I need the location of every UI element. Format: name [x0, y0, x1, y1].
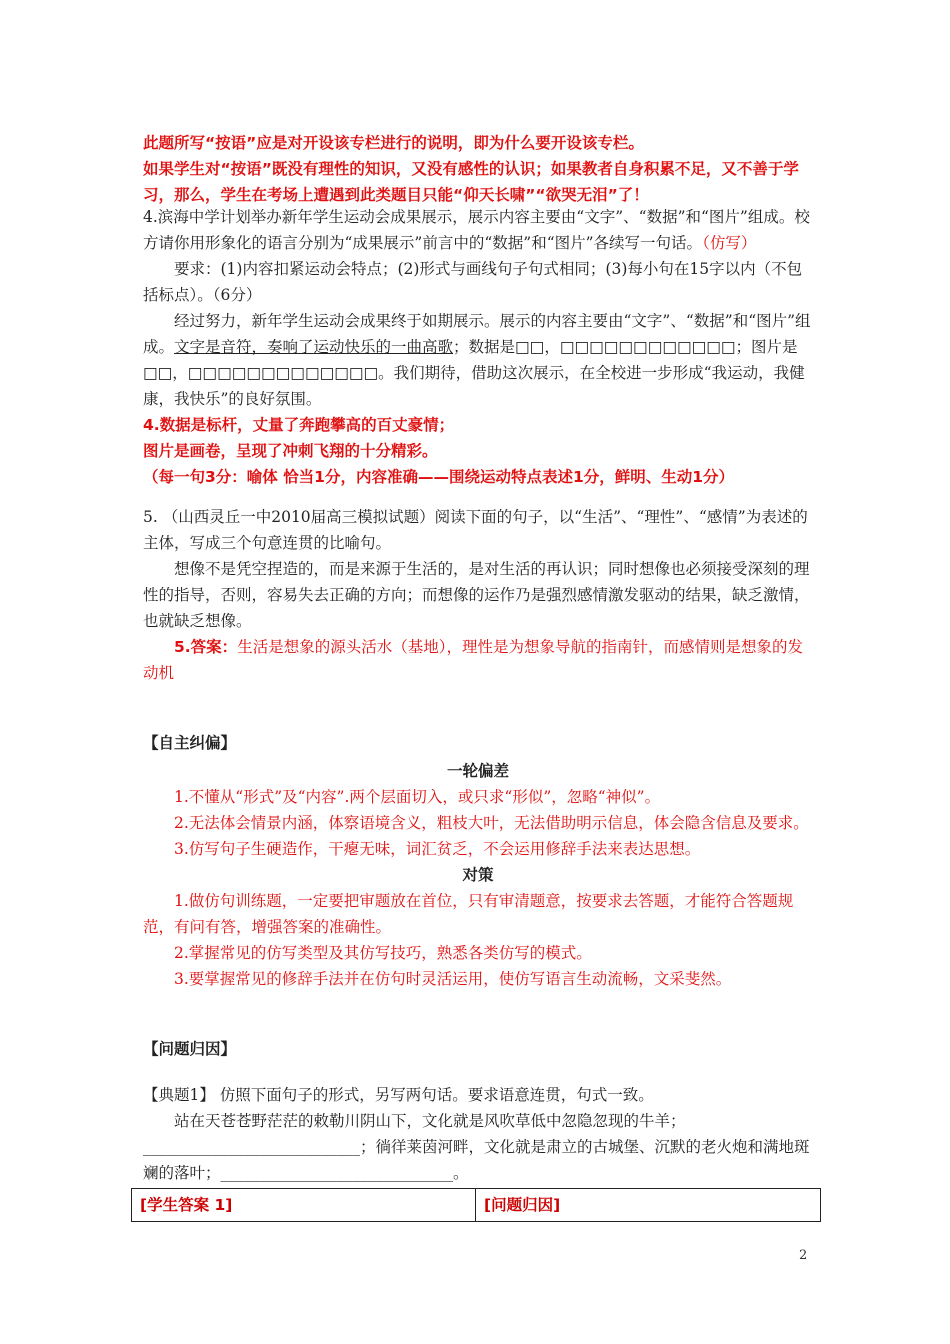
list-item: 2.无法体会情景内涵，体察语境含义，粗枝大叶，无法借助明示信息，体会隐含信息及要求。 — [174, 814, 809, 832]
problem-section — [143, 1036, 813, 1062]
list-item: 2.掌握常见的仿写类型及其仿写技巧，熟悉各类仿写的模式。 — [174, 944, 592, 962]
question-stem: 4.滨海中学计划举办新年学生运动会成果展示，展示内容主要由“文字”、“数据”和“图片”组成。校方请你用形象化的语言分别为“成果展示”前言中的“数据”和“图片”各续写一句话。（仿写） — [143, 208, 810, 252]
answer-line: 图片是画卷，呈现了冲刺飞翔的十分精彩。 — [143, 442, 438, 460]
list-item: 3.要掌握常见的修辞手法并在仿句时灵活运用，使仿写语言生动流畅，文采斐然。 — [174, 970, 732, 988]
section-heading: 【问题归因】 — [143, 1040, 237, 1058]
underlined-sentence: 文字是音符，奏响了运动快乐的一曲高歌 — [174, 338, 454, 356]
note-line: 此题所写“按语”应是对开设该专栏进行的说明，即为什么要开设该专栏。 — [143, 134, 644, 152]
self-correct-section — [143, 730, 813, 992]
question-passage: 经过努力，新年学生运动会成果终于如期展示。展示的内容主要由“文字”、“数据”和“图片”组成。文字是音符，奏响了运动快乐的一曲高歌；数据是□□，□□□□□□□□□□□□；图片是□□，□□□□□□□□□□□□□。我们期待，借助这次展示，在全校进一步形成“我运动，我健康，我快乐”的良好氛围。 — [143, 312, 811, 408]
teacher-note — [143, 130, 813, 208]
answer-table — [131, 1188, 821, 1222]
list-item: 1.不懂从“形式”及“内容”.两个层面切入，或只求“形似”，忽略“神似”。 — [174, 788, 661, 806]
question-stem: 5. （山西灵丘一中2010届高三模拟试题）阅读下面的句子，以“生活”、“理性”、“感情”为表述的主体，写成三个句意连贯的比喻句。 — [143, 508, 808, 552]
question-requirement: 要求：(1)内容扣紧运动会特点；(2)形式与画线句子句式相同；(3)每小句在15字以内（不包括标点）。（6分） — [143, 260, 803, 304]
example-passage: 站在天苍苍野茫茫的敕勒川阴山下，文化就是风吹草低中忽隐忽现的牛羊；____________________________；徜徉莱茵河畔，文化就是肃立的古城堡、沉默的老火炮和满地斑斓的落叶；______________________________。 — [143, 1112, 810, 1182]
answer-line: 5.答案：生活是想象的源头活水（基地），理性是为想象导航的指南针，而感情则是想象的发动机 — [143, 638, 803, 682]
question-tag: （仿写） — [702, 234, 757, 252]
example-title: 【典题1】 仿照下面句子的形式，另写两句话。要求语意连贯，句式一致。 — [143, 1086, 654, 1104]
list-item: 3.仿写句子生硬造作，干瘪无味，词汇贫乏，不会运用修辞手法来表达思想。 — [174, 840, 701, 858]
scoring-note: （每一句3分：喻体 恰当1分，内容准确——围绕运动特点表述1分，鲜明、生动1分） — [143, 468, 735, 486]
section-heading: 【自主纠偏】 — [143, 734, 237, 752]
question-passage: 想像不是凭空捏造的，而是来源于生活的，是对生活的再认识；同时想像也必须接受深刻的理性的指导，否则，容易失去正确的方向；而想像的运作乃是强烈感情激发驱动的结果，缺乏激情，也就缺乏想像。 — [143, 560, 810, 630]
note-line: 如果学生对“按语”既没有理性的知识，又没有感性的认识；如果教者自身积累不足，又不善于学习，那么，学生在考场上遭遇到此类题目只能“仰天长啸”“欲哭无泪”了！ — [143, 160, 799, 204]
subheading: 对策 — [462, 866, 494, 884]
example-question — [143, 1082, 813, 1186]
student-answer-cell: [学生答案 1] — [132, 1189, 476, 1221]
problem-cause-cell: [问题归因] — [484, 1196, 561, 1214]
subheading: 一轮偏差 — [446, 762, 509, 780]
answer-line: 4.数据是标杆，丈量了奔跑攀高的百丈豪情； — [143, 416, 455, 434]
question-5 — [143, 504, 813, 686]
page-number: 2 — [799, 1248, 808, 1263]
list-item: 1.做仿句训练题，一定要把审题放在首位，只有审清题意，按要求去答题，才能符合答题规范，有问有答，增强答案的准确性。 — [143, 892, 794, 936]
question-4 — [143, 204, 813, 490]
